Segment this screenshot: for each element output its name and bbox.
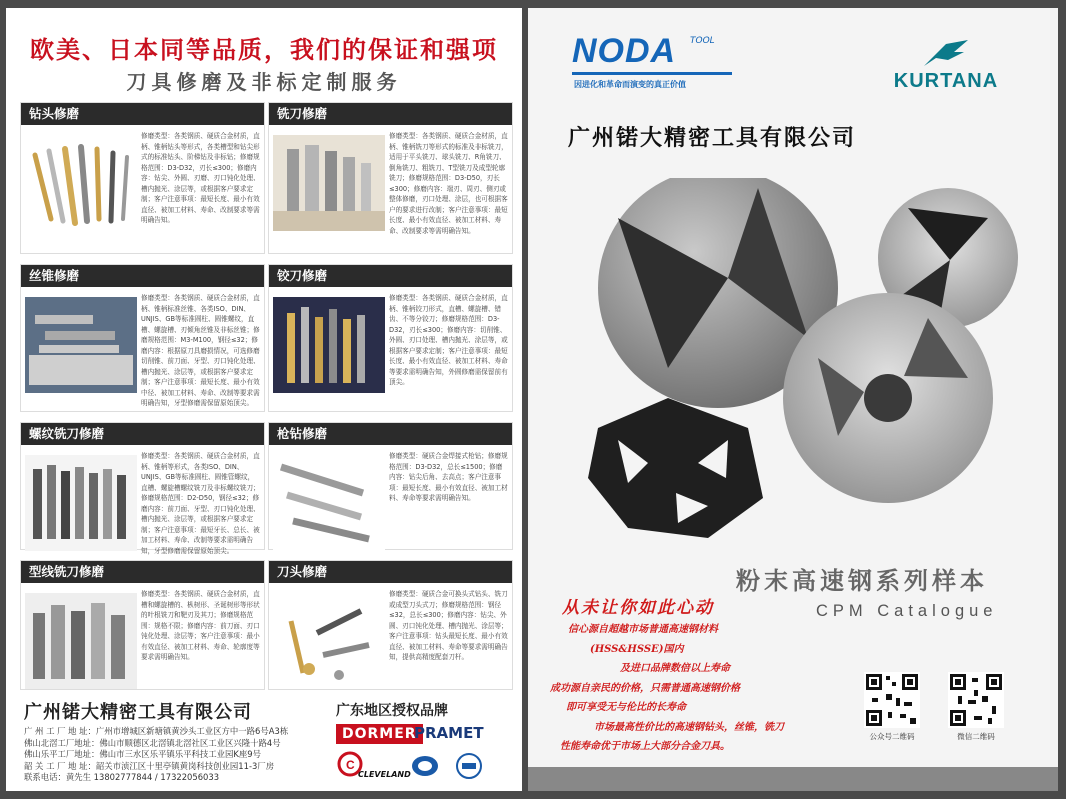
card-text: 修磨类型：各类钢质、硬质合金材质，直槽和螺旋槽的、枞树形、圣诞树形等形状的叶根铣刀和靶刃及其刀；修磨规格范围：规格不限；修磨内容：前刀面、刃口钝化处理、涂层等；客户注意事项：最小有效直径、被加工材料、寿命、轮廓度等要求需明确告知。 (141, 590, 260, 661)
end-mill-crosssections-image (558, 178, 1038, 548)
catalog-title-en: CPM Catalogue (816, 602, 998, 620)
qr-code-wechat[interactable] (948, 672, 1004, 728)
card-text: 修磨类型：各类钢质、硬质合金材质，直柄、锥柄标准丝锥、各类ISO、DIN、UNJIS、GB等标准圆柱、圆锥螺纹，直槽、螺旋槽、刃倾角丝锥及非标丝锥；修磨规格范围：M3-M100，钢径≤32；修磨内容：根据原刀具磨损情况，可选修磨切削锥、前刀面、牙型、刃口钝化处理、槽内抛光、涂层等，或根据客户要求定制；客户注意事项：最短长度、最小有效中径、被加工材料、寿命、改制等要求需明确告知，牙型修磨需保留原始顶尖。 (141, 294, 260, 407)
noda-underline (572, 72, 732, 75)
card-thread-mill (20, 422, 265, 555)
subheadline: 刀具修磨及非标定制服务 (126, 70, 402, 94)
headline: 欧美、日本同等品质，我们的保证和强项 (30, 36, 498, 64)
card-text: 修磨类型：各类钢质、硬质合金材质，直柄、锥柄铣刀等形式的标准及非标铣刀，适用于平头铣刀、球头铣刀、R角铣刀、倒角铣刀、粗铣刀、T型铣刀及成型轮廓铣刀；修磨规格范围：D3-D50，刃长≤300；修磨内容：端刃、周刃、侧刃或整体修磨，刃口处理、涂层，也可根据客户的要求进行改制；客户注意事项：最短长度、最小有效直径、被加工材料、寿命、改制要求等需明确告知。 (389, 132, 508, 235)
promo-line: 即可享受无与伦比的长寿命 (566, 702, 686, 713)
drill-bits-image (25, 135, 137, 231)
card-title: 丝锥修磨 (21, 265, 264, 287)
card-title: 枪钻修磨 (269, 423, 512, 445)
card-profile-cutter (20, 560, 265, 690)
qr-label: 微信二维码 (957, 732, 995, 741)
end-mills-image (273, 135, 385, 231)
card-title: 刀头修磨 (269, 561, 512, 583)
qr-label: 公众号二维码 (869, 732, 915, 741)
address-line: 佛山乐平工厂地址：佛山市三水区乐平镇乐平科技工业园K座9号 (24, 749, 261, 759)
taps-image (25, 297, 137, 393)
promo-line: 信心源自超越市场普通高速钢材料 (568, 624, 718, 635)
card-endmill (268, 102, 513, 254)
card-gun-drill (268, 422, 513, 550)
dormer-logo: DORMER (336, 724, 423, 744)
card-text: 修磨类型：硬质合金可换头式钻头、铣刀或成型刀头式刀；修磨规格范围：钢径≤32，总长≤300；修磨内容：钻尖、外圆、刃口钝化处理、槽内抛光、涂层等；客户注意事项：钻头最短长度、最小有效直径、被加工材料、寿命等要求需明确告知，提供高精度配套刀杆。 (389, 590, 508, 661)
promo-line: 性能寿命优于市场上大部分合金刀具。 (560, 741, 730, 752)
reamers-image (273, 297, 385, 393)
card-title: 螺纹铣刀修磨 (21, 423, 264, 445)
contact-phone: 联系电话：黄先生 13802777844 / 17322056033 (24, 772, 220, 782)
address-list (24, 726, 288, 784)
left-page (6, 8, 522, 791)
card-drill (20, 102, 265, 254)
thread-mills-image (25, 455, 137, 551)
svg-text:C: C (346, 758, 355, 772)
catalog-title-cn: 粉末高速钢系列样本 (736, 567, 988, 595)
footer-bar (528, 767, 1058, 791)
address-line: 广 州 工 厂 地 址：广州市增城区新塘镇黄沙头工业区方中一路6号A3栋 (24, 726, 289, 736)
promo-line: 市场最高性价比的高速钢钻头，丝锥，铣刀 (594, 721, 784, 733)
kurtana-logo (886, 38, 1006, 98)
card-text: 修磨类型：各类钢质、硬质合金材质，直柄、锥柄钻头等形式，各类槽型和钻尖形式的标准钻头、阶梯钻及非标钻；修磨规格范围：D3-D32，刃长≤300；修磨内容：钻尖、外圆、刃磨、刃口钝化处理、槽内抛光、涂层等，或根据客户要求定制；客户注意事项：最短长度、最小有效直径、被加工材料、寿命、改制要求等需明确告知。 (141, 132, 260, 224)
promo-line: 成功源自亲民的价格，只需普通高速钢价格 (550, 682, 740, 694)
card-text: 修磨类型：硬质合金焊接式枪钻；修磨规格范围：D3-D32，总长≤1500；修磨内容：钻尖后角、去高点；客户注意事项：最短长度、最小有效直径、被加工材料、寿命等要求需明确告知。 (389, 452, 508, 502)
noda-wordmark: NODA (572, 32, 677, 70)
card-title: 钻头修磨 (21, 103, 264, 125)
card-title: 铣刀修磨 (269, 103, 512, 125)
cleveland-label: CLEVELAND (358, 770, 411, 779)
card-text: 修磨类型：各类钢质、硬质合金材质，直柄、锥柄铰刀形式，直槽、螺旋槽、错齿、不等分铰刀；修磨规格范围：D3-D32，刃长≤300；修磨内容：切削锥、外圆、刃口处理、槽内抛光、涂层等，或根据客户要求定制；客户注意事项：最短长度、最小有效直径、被加工材料、寿命等要求需明确告知，外圆修磨需保留前有顶尖。 (389, 294, 508, 386)
brand-circle-icon (454, 752, 484, 780)
slogan: 从未让你如此心动 (562, 598, 714, 618)
promo-line: (HSS&HSSE)国内 (590, 643, 684, 655)
pramet-logo: PRAMET (414, 724, 484, 742)
right-page (528, 8, 1058, 791)
card-tap (20, 264, 265, 412)
insert-heads-image (273, 593, 385, 689)
qr-code-public-account[interactable] (864, 672, 920, 728)
promo-text (550, 620, 784, 757)
noda-slogan: 因进化和革命而演变的真正价值 (574, 80, 686, 89)
company-name: 广州锘大精密工具有限公司 (24, 702, 252, 723)
card-reamer (268, 264, 513, 412)
noda-logo (572, 32, 752, 92)
address-line: 韶 关 工 厂 地 址：韶关市浈江区十里亭镇黄岗科技创业园11-3厂房 (24, 760, 275, 771)
gun-drills-image (273, 455, 385, 551)
card-title: 铰刀修磨 (269, 265, 512, 287)
brand-badge-icon (410, 754, 440, 778)
card-text: 修磨类型：各类钢质、硬质合金材质，直柄、锥柄等形式，各类ISO、DIN、UNJIS、GB等标准圆柱、圆锥管螺纹，直槽、螺旋槽螺纹铣刀及非标螺纹铣刀；修磨规格范围：D2-D50，钢径≤32；修磨内容：前刀面、牙型、刃口钝化处理、槽内抛光、涂层等，或根据客户要求定制；客户注意事项：最短牙长、总长、被加工材料、寿命、改制等要求需明确告知，牙型修磨需保留原始顶尖。 (141, 452, 260, 555)
card-insert-head (268, 560, 513, 690)
address-line: 佛山北滘工厂地址：佛山市顺德区北滘镇北滘社区工业区兴隆十路4号 (24, 737, 281, 748)
kurtana-wordmark: KURTANA (893, 70, 999, 92)
kurtana-bird-icon (916, 38, 976, 70)
promo-line: 及进口品牌数倍以上寿命 (620, 663, 730, 674)
card-title: 型线铣刀修磨 (21, 561, 264, 583)
brand-title: 广东地区授权品牌 (336, 703, 448, 719)
noda-tool-label: TOOL (690, 36, 715, 46)
profile-cutters-image (25, 593, 137, 689)
company-title: 广州锘大精密工具有限公司 (568, 125, 857, 151)
